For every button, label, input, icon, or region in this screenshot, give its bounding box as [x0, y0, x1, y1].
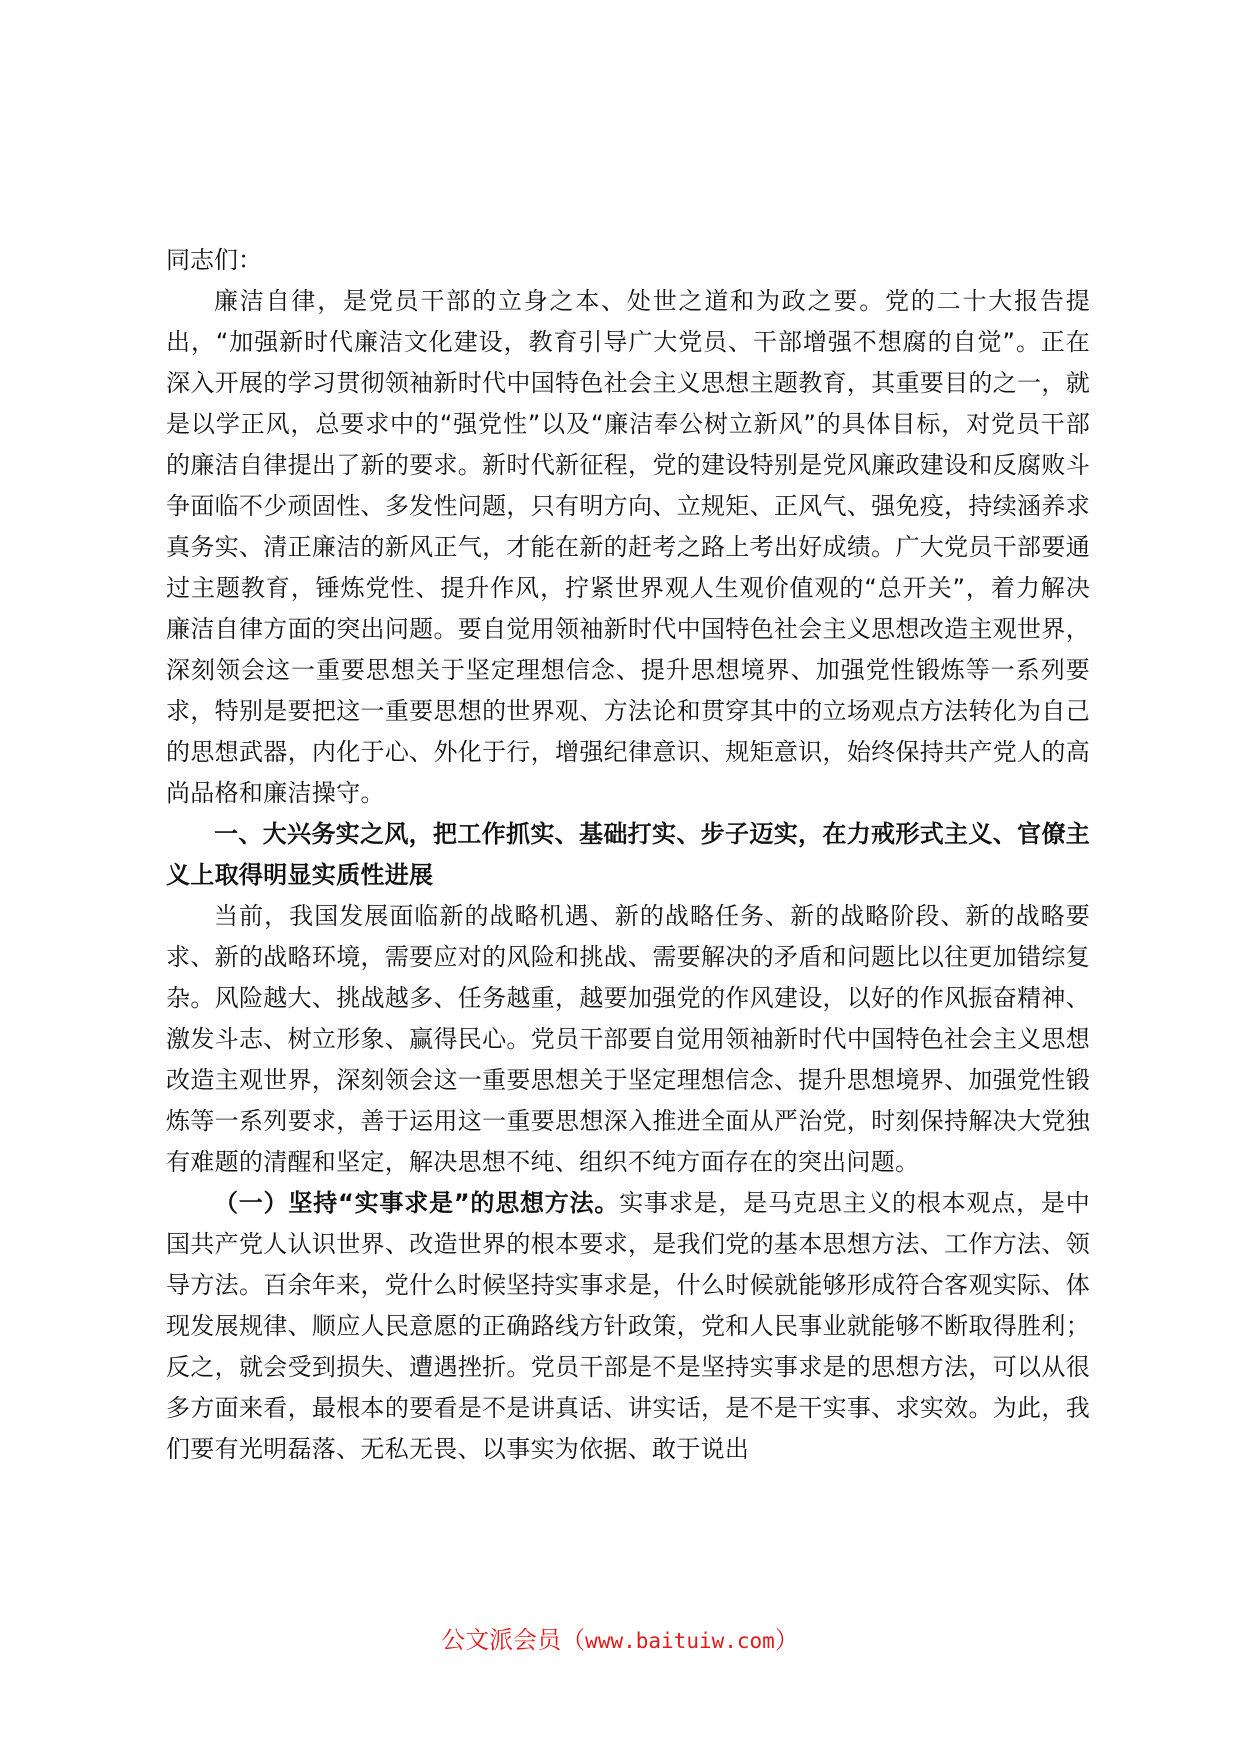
footer-close: ） — [774, 1626, 799, 1654]
document-body — [166, 240, 1090, 1470]
section-1-paragraph: 当前，我国发展面临新的战略机遇、新的战略任务、新的战略阶段、新的战略要求、新的战略环境，需要应对的风险和挑战、需要解决的矛盾和问题比以往更加错综复杂。风险越大、挑战越多、任务越重，越要加强党的作风建设，以好的作风振奋精神、激发斗志、树立形象、赢得民心。党员干部要自觉用领袖新时代中国特色社会主义思想改造主观世界，深刻领会这一重要思想关于坚定理想信念、提升思想境界、加强党性锻炼等一系列要求，善于运用这一重要思想深入推进全面从严治党，时刻保持解决大党独有难题的清醒和坚定，解决思想不纯、组织不纯方面存在的突出问题。 — [166, 902, 1090, 1176]
subsection-1-heading: （一）坚持“实事求是”的思想方法。 — [214, 1189, 620, 1217]
intro-paragraph: 廉洁自律，是党员干部的立身之本、处世之道和为政之要。党的二十大报告提出，“加强新时代廉洁文化建设，教育引导广大党员、干部增强不想腐的自觉”。正在深入开展的学习贯彻领袖新时代中国特色社会主义思想主题教育，其重要目的之一，就是以学正风，总要求中的“强党性”以及“廉洁奉公树立新风”的具体目标，对党员干部的廉洁自律提出了新的要求。新时代新征程，党的建设特别是党风廉政建设和反腐败斗争面临不少顽固性、多发性问题，只有明方向、立规矩、正风气、强免疫，持续涵养求真务实、清正廉洁的新风正气，才能在新的赶考之路上考出好成绩。广大党员干部要通过主题教育，锤炼党性、提升作风，拧紧世界观人生观价值观的“总开关”，着力解决廉洁自律方面的突出问题。要自觉用领袖新时代中国特色社会主义思想改造主观世界，深刻领会这一重要思想关于坚定理想信念、提升思想境界、加强党性锻炼等一系列要求，特别是要把这一重要思想的世界观、方法论和贯穿其中的立场观点方法转化为自己的思想武器，内化于心、外化于行，增强纪律意识、规矩意识，始终保持共产党人的高尚品格和廉洁操守。 — [166, 287, 1090, 807]
salutation: 同志们： — [166, 246, 262, 274]
footer-brand: 公文派会员（ — [441, 1626, 586, 1654]
section-heading-1: 一、大兴务实之风，把工作抓实、基础打实、步子迈实，在力戒形式主义、官僚主义上取得明显实质性进展 — [166, 820, 1090, 889]
subsection-1-paragraph — [166, 1183, 1090, 1470]
footer-site-link[interactable]: www.baituiw.com — [585, 1629, 775, 1653]
footer-watermark — [0, 1620, 1240, 1655]
subsection-1-body: 实事求是，是马克思主义的根本观点，是中国共产党人认识世界、改造世界的根本要求，是我们党的基本思想方法、工作方法、领导方法。百余年来，党什么时候坚持实事求是，什么时候就能够形成符合客观实际、体现发展规律、顺应人民意愿的正确路线方针政策，党和人民事业就能够不断取得胜利；反之，就会受到损失、遭遇挫折。党员干部是不是坚持实事求是的思想方法，可以从很多方面来看，最根本的要看是不是讲真话、讲实话，是不是干实事、求实效。为此，我们要有光明磊落、无私无畏、以事实为依据、敢于说出 — [166, 1189, 1090, 1463]
